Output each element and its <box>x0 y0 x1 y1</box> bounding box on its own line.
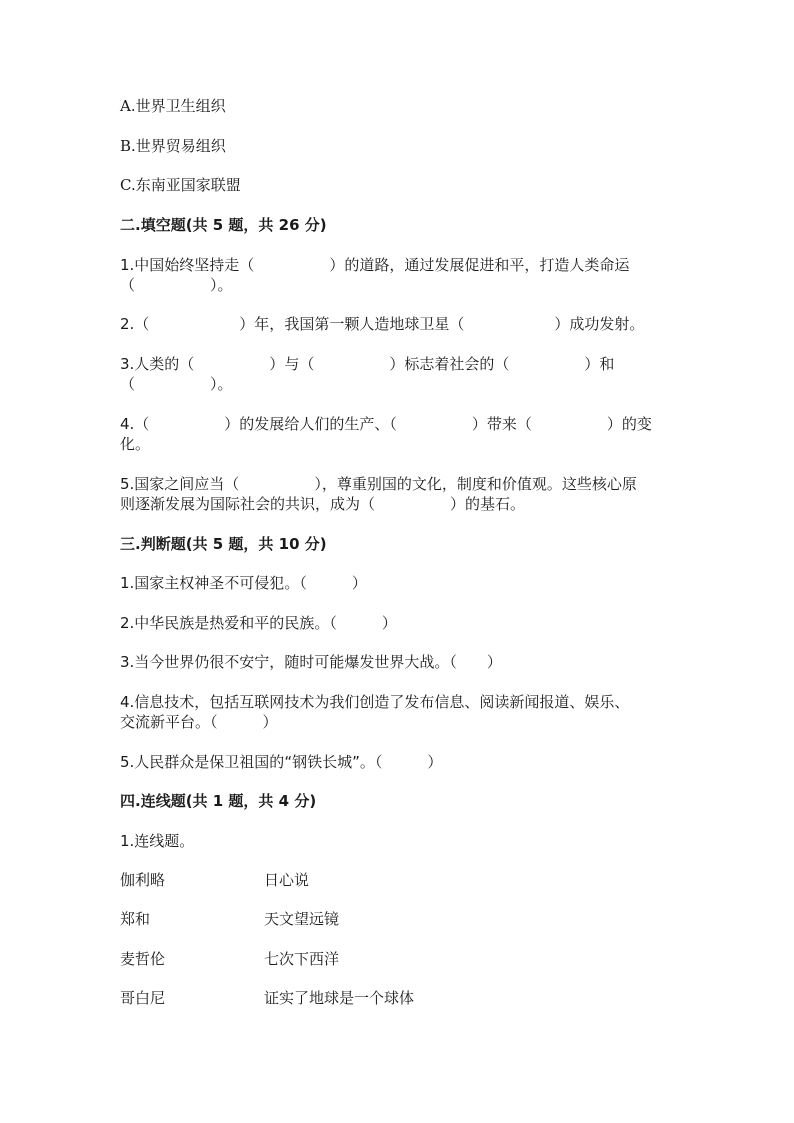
matching-left-item: 哥白尼 <box>120 989 166 1007</box>
judgment-question-5: 5.人民群众是保卫祖国的“钢铁长城”。（ ） <box>120 753 443 771</box>
fill-question-2: 2.（ ）年，我国第一颗人造地球卫星（ ）成功发射。 <box>120 315 645 333</box>
fill-question-3-line-2: （ ）。 <box>120 375 233 393</box>
option-c: C.东南亚国家联盟 <box>120 176 241 194</box>
matching-right-item: 日心说 <box>264 871 310 889</box>
fill-question-4-line-2: 化。 <box>120 435 151 453</box>
judgment-question-1: 1.国家主权神圣不可侵犯。（ ） <box>120 574 367 592</box>
fill-question-5-line-1: 5.国家之间应当（ ），尊重别国的文化，制度和价值观。这些核心原 <box>120 475 637 493</box>
matching-right-item: 七次下西洋 <box>264 950 340 968</box>
matching-question-1: 1.连线题。 <box>120 832 195 850</box>
matching-right-item: 证实了地球是一个球体 <box>264 989 415 1007</box>
fill-question-1-line-2: （ ）。 <box>120 276 233 294</box>
matching-left-item: 郑和 <box>120 910 151 928</box>
section-heading-judgment: 三.判断题(共 5 题，共 10 分) <box>120 535 327 553</box>
fill-question-4-line-1: 4.（ ）的发展给人们的生产、（ ）带来（ ）的变 <box>120 415 652 433</box>
matching-left-item: 伽利略 <box>120 871 166 889</box>
fill-question-5-line-2: 则逐渐发展为国际社会的共识，成为（ ）的基石。 <box>120 495 526 513</box>
matching-left-item: 麦哲伦 <box>120 950 166 968</box>
fill-question-3-line-1: 3.人类的（ ）与（ ）标志着社会的（ ）和 <box>120 355 615 373</box>
judgment-question-3: 3.当今世界仍很不安宁，随时可能爆发世界大战。（ ） <box>120 653 502 671</box>
judgment-question-4-line-2: 交流新平台。（ ） <box>120 713 278 731</box>
matching-right-item: 天文望远镜 <box>264 910 340 928</box>
section-heading-matching: 四.连线题(共 1 题，共 4 分) <box>120 792 317 810</box>
option-b: B.世界贸易组织 <box>120 137 226 155</box>
fill-question-1-line-1: 1.中国始终坚持走（ ）的道路，通过发展促进和平，打造人类命运 <box>120 256 630 274</box>
section-heading-fill-in: 二.填空题(共 5 题，共 26 分) <box>120 216 327 234</box>
option-a: A.世界卫生组织 <box>120 97 226 115</box>
judgment-question-2: 2.中华民族是热爱和平的民族。（ ） <box>120 614 397 632</box>
judgment-question-4-line-1: 4.信息技术，包括互联网技术为我们创造了发布信息、阅读新闻报道、娱乐、 <box>120 693 630 711</box>
